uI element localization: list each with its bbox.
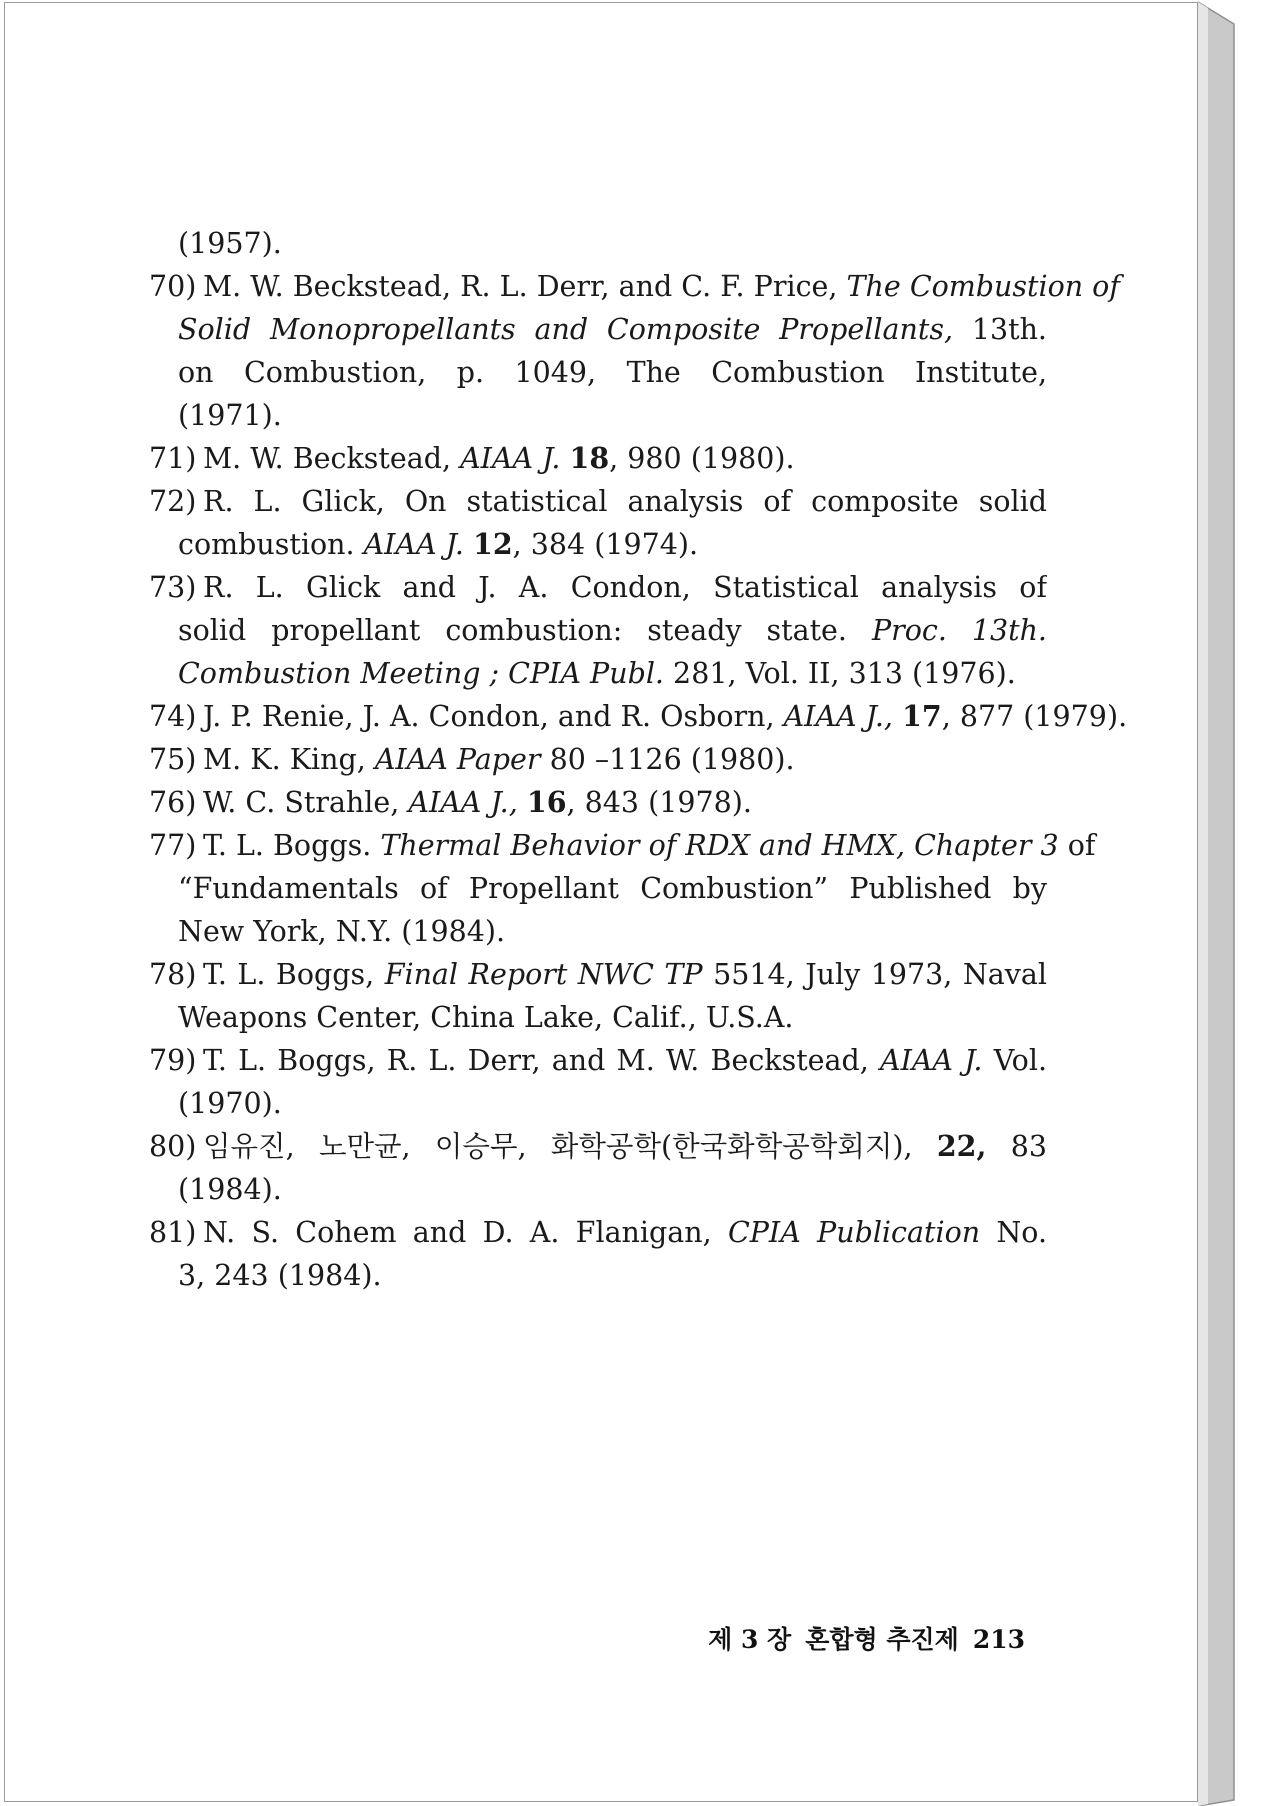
reference-text: (1984). — [178, 1173, 282, 1206]
reference-number: 73) — [149, 571, 197, 604]
reference-item-75 — [149, 738, 1047, 781]
reference-text: 22, — [936, 1129, 987, 1163]
reference-line — [149, 308, 1047, 351]
reference-line — [149, 222, 1047, 265]
reference-text: (1957). — [178, 227, 282, 260]
reference-item-72 — [149, 480, 1047, 566]
reference-line — [149, 566, 1047, 609]
reference-item-80 — [149, 1125, 1047, 1211]
reference-text: Proc. 13th. — [871, 614, 1047, 647]
reference-text: 12 — [472, 527, 513, 561]
reference-text: 5514, July 1973, Naval — [702, 958, 1047, 991]
reference-number: 75) — [149, 743, 197, 776]
reference-text — [893, 700, 902, 733]
reference-line — [149, 265, 1120, 308]
reference-text: CPIA Publication — [727, 1216, 981, 1249]
reference-text: 임유진, 노만균, 이승무, 화학공학(한국화학공학회지), — [203, 1130, 937, 1163]
reference-text: T. L. Boggs. — [203, 829, 381, 862]
reference-text: N. S. Cohem and D. A. Flanigan, — [203, 1216, 728, 1249]
page-footer — [685, 1620, 1025, 1656]
page-number: 213 — [972, 1625, 1025, 1654]
reference-line — [149, 996, 1047, 1039]
reference-text: J. P. Renie, J. A. Condon, and R. Osborn, — [203, 700, 784, 733]
reference-text: AIAA J. — [880, 1044, 983, 1077]
reference-number: 72) — [149, 485, 197, 518]
reference-text: (1970). — [178, 1087, 282, 1120]
reference-line — [149, 609, 1047, 652]
reference-text: 281, Vol. II, 313 (1976). — [664, 657, 1016, 690]
reference-text: 16 — [526, 785, 567, 819]
reference-text: 80 –1126 (1980). — [540, 743, 795, 776]
reference-number: 76) — [149, 786, 197, 819]
reference-text: Solid Monopropellants and Composite Propellants, — [178, 313, 954, 346]
reference-item-73 — [149, 566, 1047, 695]
reference-text: M. W. Beckstead, R. L. Derr, and C. F. Price, — [203, 270, 847, 303]
reference-number: 70) — [149, 270, 197, 303]
reference-line — [149, 1125, 1047, 1168]
reference-number: 78) — [149, 958, 197, 991]
reference-text: , 877 (1979). — [941, 700, 1128, 733]
reference-text: M. K. King, — [203, 743, 375, 776]
reference-text: AIAA J., — [408, 786, 518, 819]
reference-line — [149, 523, 1047, 566]
reference-text: Vol. — [993, 1044, 1047, 1077]
reference-text: AIAA Paper — [374, 743, 541, 776]
reference-text: Thermal Behavior of RDX and HMX, Chapter 3 — [380, 829, 1059, 862]
reference-line — [149, 738, 1047, 781]
reference-item-70 — [149, 265, 1120, 437]
page-edge-shadow — [1198, 0, 1238, 1806]
reference-line — [149, 394, 1047, 437]
reference-text: T. L. Boggs, R. L. Derr, and M. W. Beckstead, — [203, 1044, 881, 1077]
footer-chapter: 제 3 장 — [708, 1625, 792, 1654]
reference-line — [149, 953, 1047, 996]
reference-text: M. W. Beckstead, — [203, 442, 461, 475]
reference-text: 17 — [902, 699, 942, 733]
reference-line — [149, 1211, 1047, 1254]
reference-list — [149, 222, 1128, 1297]
reference-text: 18 — [569, 441, 610, 475]
reference-number: 77) — [149, 829, 197, 862]
reference-line — [149, 652, 1047, 695]
book-page — [4, 2, 1198, 1802]
reference-text: W. C. Strahle, — [203, 786, 409, 819]
reference-text — [518, 786, 527, 819]
reference-text: solid propellant combustion: steady state. — [178, 614, 872, 647]
reference-text — [464, 528, 473, 561]
reference-line — [149, 437, 1047, 480]
reference-item-74 — [149, 695, 1128, 738]
reference-text: , 980 (1980). — [609, 442, 795, 475]
reference-number: 79) — [149, 1044, 197, 1077]
reference-item-71 — [149, 437, 1047, 480]
reference-line — [149, 480, 1047, 523]
reference-text: combustion. — [178, 528, 364, 561]
reference-text: AIAA J. — [363, 528, 464, 561]
reference-text: of — [1058, 829, 1096, 862]
reference-number: 74) — [149, 700, 197, 733]
reference-text: The Combustion of — [846, 270, 1120, 303]
reference-line — [149, 824, 1096, 867]
reference-line — [149, 781, 1047, 824]
reference-text: (1971). — [178, 399, 282, 432]
reference-text: New York, N.Y. (1984). — [178, 915, 506, 948]
reference-item-76 — [149, 781, 1047, 824]
reference-text: “Fundamentals of Propellant Combustion” Published by — [178, 872, 1047, 905]
reference-text: on Combustion, p. 1049, The Combustion Institute, — [178, 356, 1047, 389]
reference-line — [149, 351, 1047, 394]
reference-item-78 — [149, 953, 1047, 1039]
reference-text: T. L. Boggs, — [203, 958, 385, 991]
reference-line — [149, 1168, 1047, 1211]
reference-text: , 843 (1978). — [566, 786, 752, 819]
reference-text: No. — [996, 1216, 1047, 1249]
reference-number: 80) — [149, 1130, 197, 1163]
reference-line — [149, 867, 1047, 910]
reference-number: 81) — [149, 1216, 197, 1249]
reference-item-81 — [149, 1211, 1047, 1297]
reference-text: 13th. — [971, 313, 1047, 346]
reference-line — [149, 1254, 1047, 1297]
reference-number: 71) — [149, 442, 197, 475]
reference-text: R. L. Glick and J. A. Condon, Statistical analysis of — [203, 571, 1047, 604]
reference-item-79 — [149, 1039, 1047, 1125]
reference-item-77 — [149, 824, 1096, 953]
footer-title: 혼합형 추진제 — [805, 1625, 959, 1654]
reference-line — [149, 695, 1128, 738]
reference-line — [149, 910, 1047, 953]
reference-text: 3, 243 (1984). — [178, 1259, 382, 1292]
reference-text: Combustion Meeting ; CPIA Publ. — [178, 657, 664, 690]
reference-text: Final Report NWC TP — [384, 958, 703, 991]
reference-text: AIAA J. — [460, 442, 561, 475]
reference-text: AIAA J., — [783, 700, 893, 733]
reference-text: R. L. Glick, On statistical analysis of composite solid — [203, 485, 1047, 518]
reference-text: 83 — [986, 1130, 1047, 1163]
reference-item-continued — [149, 222, 1047, 265]
reference-text: , 384 (1974). — [512, 528, 699, 561]
reference-line — [149, 1082, 1047, 1125]
reference-line — [149, 1039, 1047, 1082]
reference-text: Weapons Center, China Lake, Calif., U.S.A. — [178, 1001, 794, 1034]
